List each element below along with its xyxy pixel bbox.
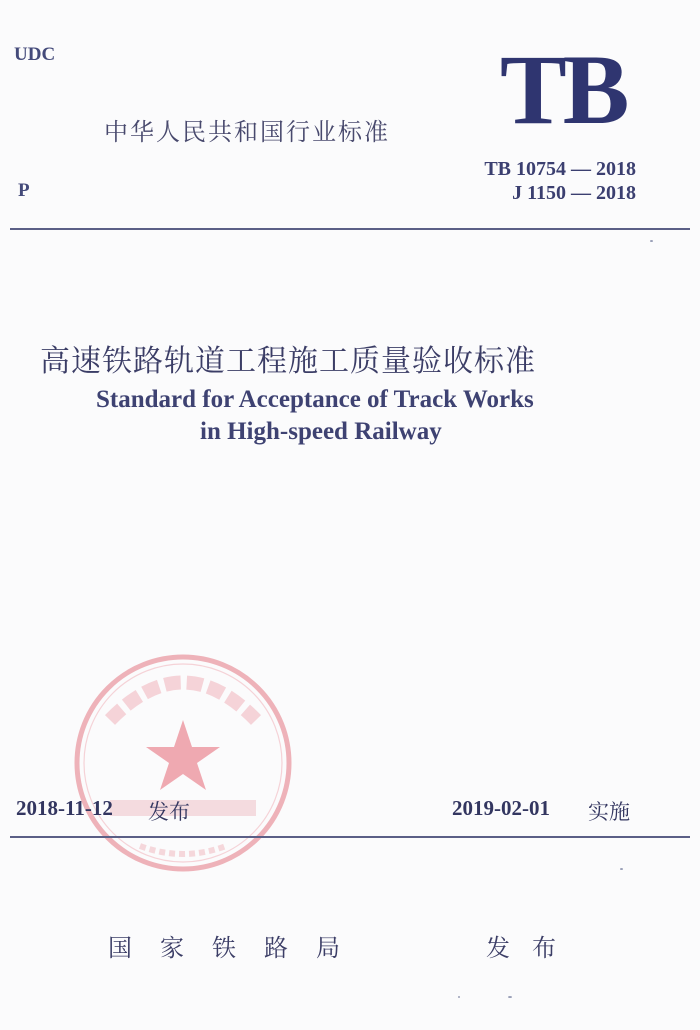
implementation-date: 2019-02-01 (452, 796, 550, 820)
title-chinese: 高速铁路轨道工程施工质量验收标准 (40, 344, 536, 379)
company-seal (70, 650, 296, 876)
industry-standard-title: 中华人民共和国行业标准 (104, 118, 390, 146)
scan-speck (620, 868, 623, 870)
header-divider (10, 228, 690, 230)
seal-star-icon (146, 720, 220, 790)
scan-speck (508, 996, 512, 998)
tb-logo: TB (500, 34, 626, 145)
issue-label: 发布 (148, 800, 190, 824)
title-english-line1: Standard for Acceptance of Track Works (96, 386, 534, 413)
category-label: P (18, 180, 30, 201)
scan-speck (458, 996, 460, 998)
publish-label: 发布 (486, 934, 578, 962)
implementation-label: 实施 (588, 800, 630, 824)
standard-code-secondary: J 1150 — 2018 (512, 182, 636, 204)
title-english-line2: in High-speed Railway (200, 418, 442, 445)
footer-divider (10, 836, 690, 838)
issue-date: 2018-11-12 (16, 796, 113, 820)
issuer-name: 国家铁路局 (108, 934, 368, 962)
scan-speck (650, 240, 653, 242)
udc-label: UDC (14, 44, 56, 65)
standard-code-primary: TB 10754 — 2018 (484, 158, 636, 180)
